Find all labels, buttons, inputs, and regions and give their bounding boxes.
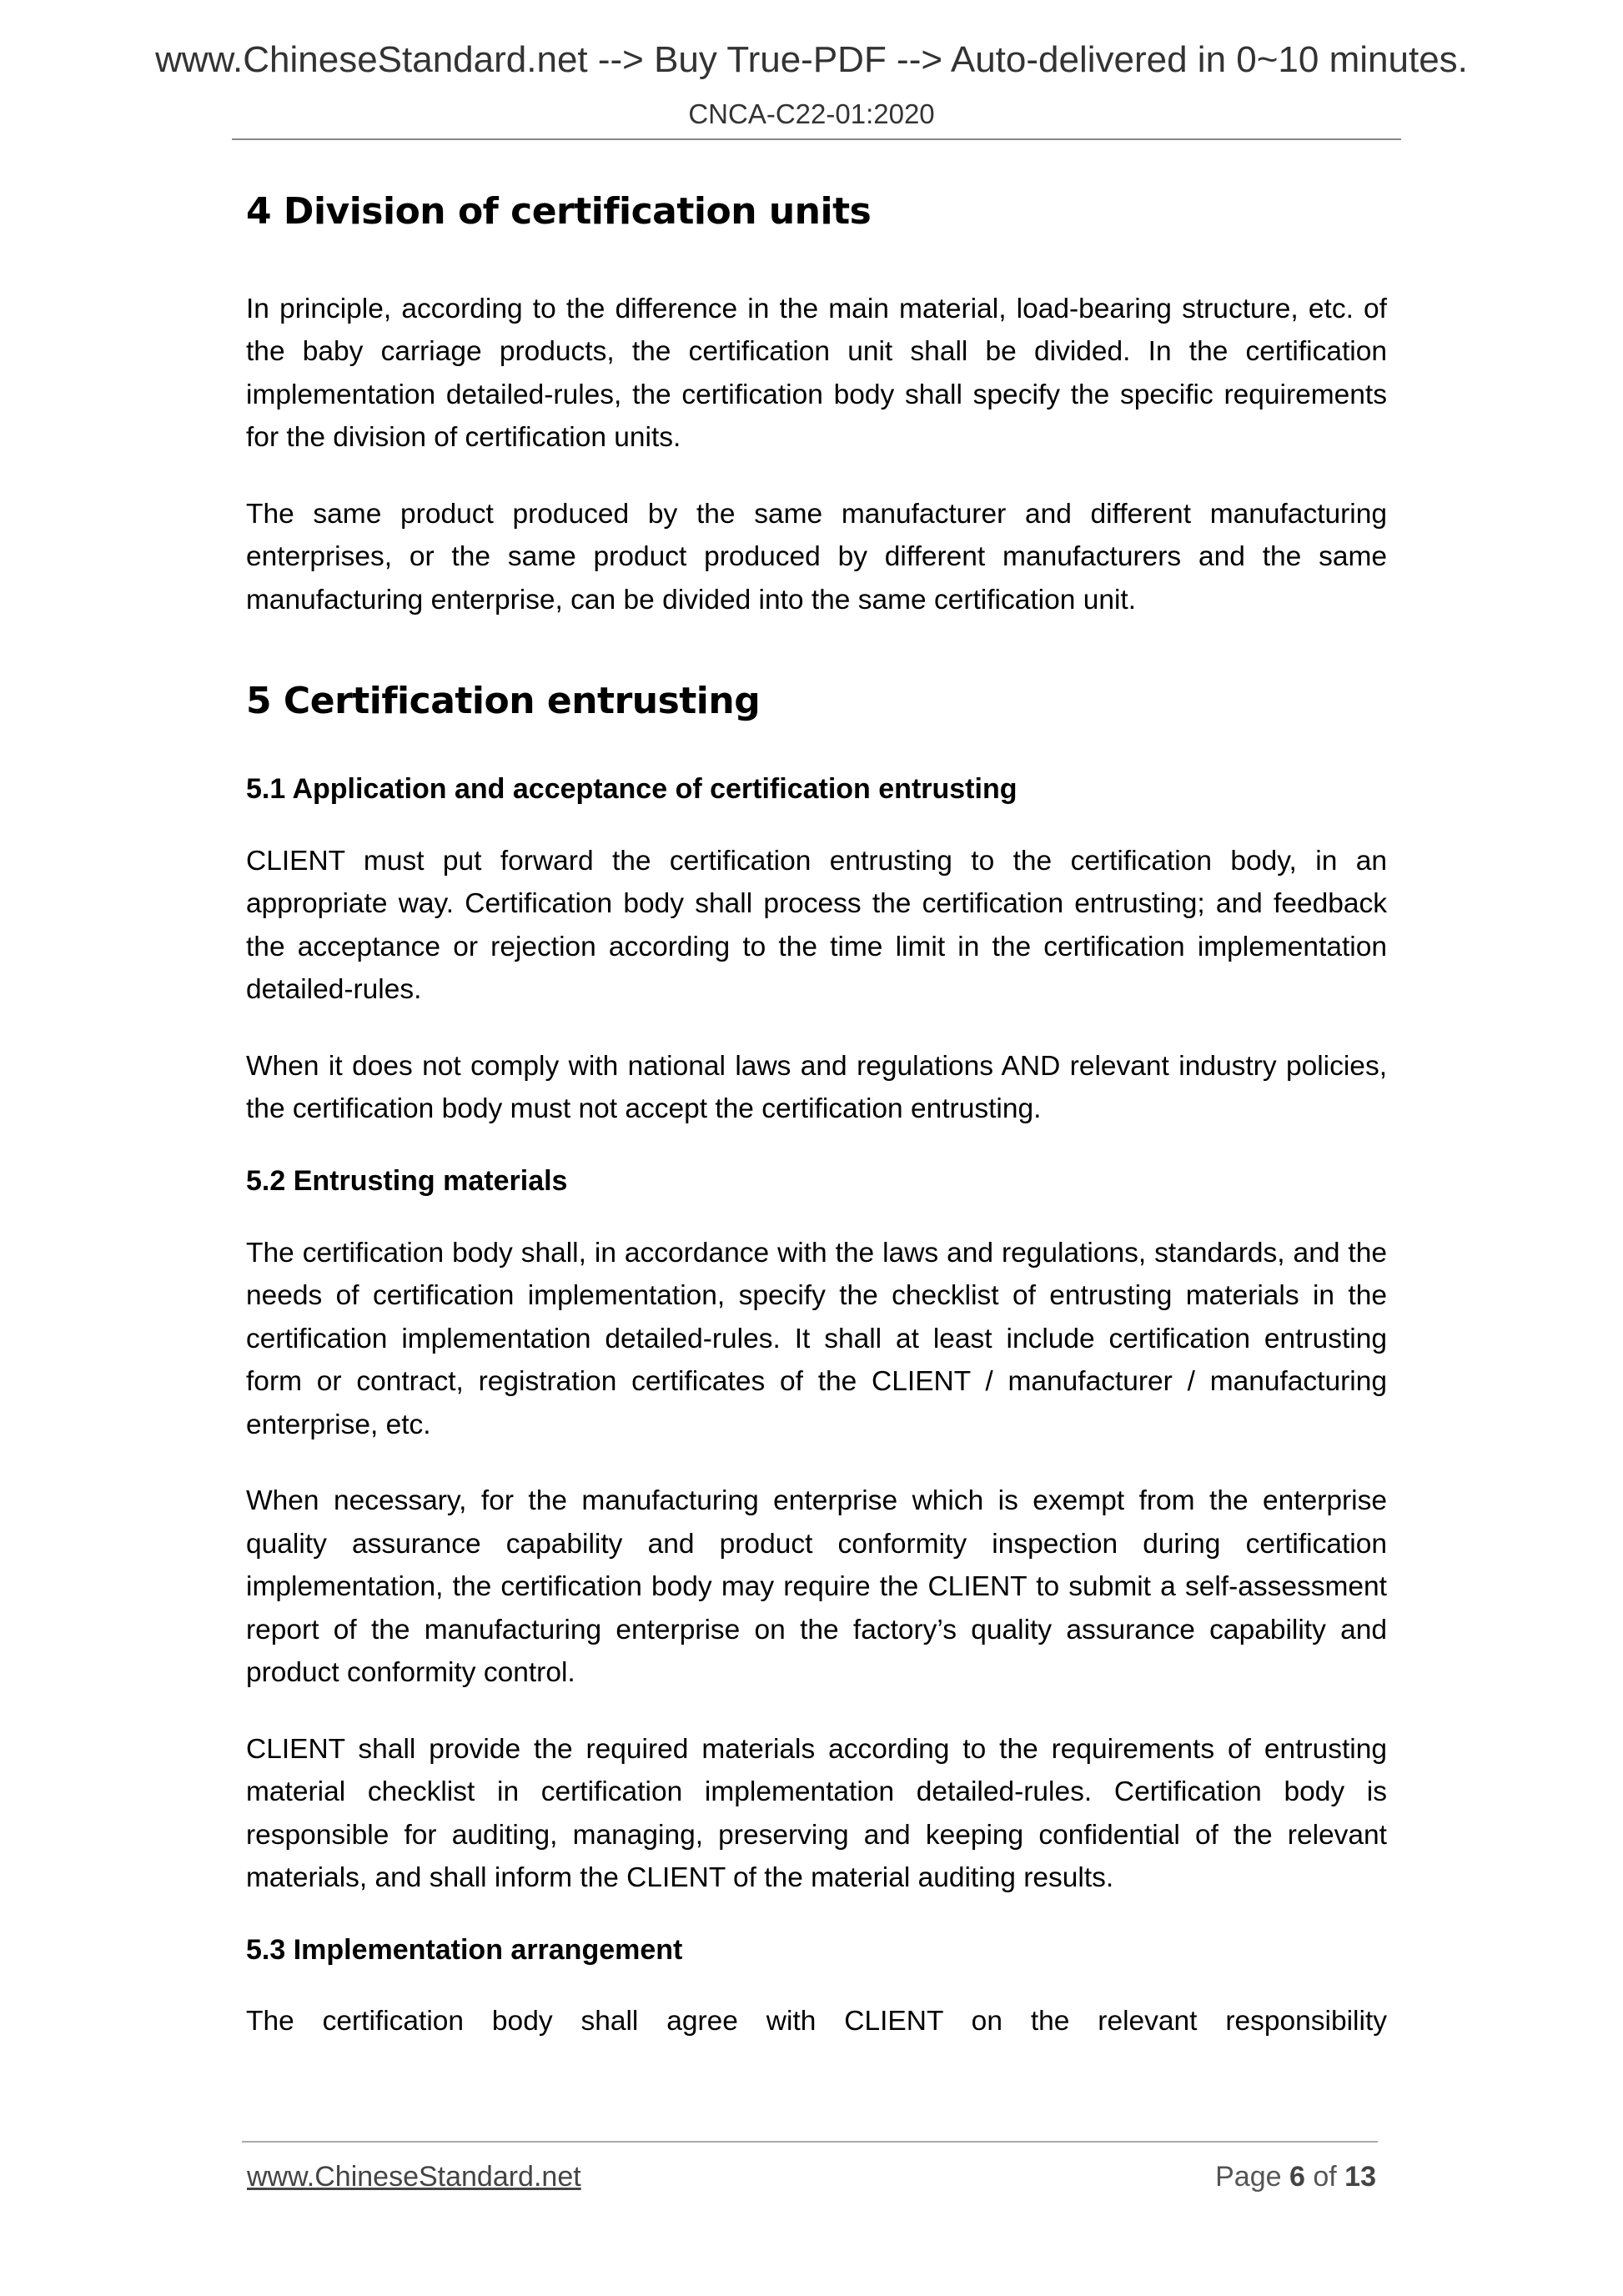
section-4-heading: 4 Division of certification units — [246, 190, 872, 233]
total-pages: 13 — [1344, 2161, 1376, 2193]
section-5-2-paragraph-2: When necessary, for the manufacturing enterprise which is exempt from the enterprise quality assurance capability and product conformity inspection during certification implementation, the certification body may require the CLIENT to submit a self-assessment report of the manufacturing enterprise on the factory’s quality assurance capability and product conformity control. — [246, 1485, 1387, 1689]
page-of-label: of — [1313, 2161, 1337, 2193]
section-4-paragraph-2: The same product produced by the same manufacturer and different manufacturing enterprises, or the same product produced by different manufacturers and the same manufacturing enterprise, can be divided into the same certification unit. — [246, 498, 1387, 615]
section-5-3-heading: 5.3 Implementation arrangement — [246, 1933, 683, 1966]
document-code: CNCA-C22-01:2020 — [688, 98, 935, 129]
section-5-2-heading: 5.2 Entrusting materials — [246, 1164, 568, 1197]
section-5-3-paragraph-1: The certification body shall agree with CLIENT on the relevant responsibility — [246, 2006, 1387, 2037]
current-page: 6 — [1289, 2161, 1305, 2193]
page-number — [1215, 2163, 1376, 2191]
page-content — [246, 190, 1387, 2043]
header-divider — [232, 138, 1401, 140]
top-banner: www.ChineseStandard.net --> Buy True-PDF --> Auto-delivered in 0~10 minutes. — [155, 39, 1468, 80]
section-4-paragraph-1: In principle, according to the difference in the main material, load-bearing structure, etc. of the baby carriage products, the certification unit shall be divided. In the certification implementation detailed-rules, the certification body shall specify the specific requirements for the division of certification units. — [246, 293, 1387, 454]
footer-divider — [242, 2141, 1378, 2143]
footer-website-link[interactable]: www.ChineseStandard.net — [247, 2161, 581, 2193]
section-5-heading: 5 Certification entrusting — [246, 680, 761, 723]
section-5-1-heading: 5.1 Application and acceptance of certification entrusting — [246, 773, 1018, 806]
page-label: Page — [1215, 2161, 1282, 2193]
section-5-1-paragraph-2: When it does not comply with national laws and regulations AND relevant industry policies, the certification body must not accept the certification entrusting. — [246, 1050, 1387, 1125]
section-5-1-paragraph-1: CLIENT must put forward the certification entrusting to the certification body, in an appropriate way. Certification body shall process the certification entrusting; and feedback the acceptance or rejection according to the time limit in the certification implementation detailed-rules. — [246, 845, 1387, 1006]
section-5-2-paragraph-3: CLIENT shall provide the required materials according to the requirements of entrusting material checklist in certification implementation detailed-rules. Certification body is responsible for auditing, managing, preserving and keeping confidential of the relevant materials, and shall inform the CLIENT of the material auditing results. — [246, 1733, 1387, 1894]
section-5-2-paragraph-1: The certification body shall, in accordance with the laws and regulations, standards, and the needs of certification implementation, specify the checklist of entrusting materials in the certification implementation detailed-rules. It shall at least include certification entrusting form or contract, registration certificates of the CLIENT / manufacturer / manufacturing enterprise, etc. — [246, 1237, 1387, 1440]
